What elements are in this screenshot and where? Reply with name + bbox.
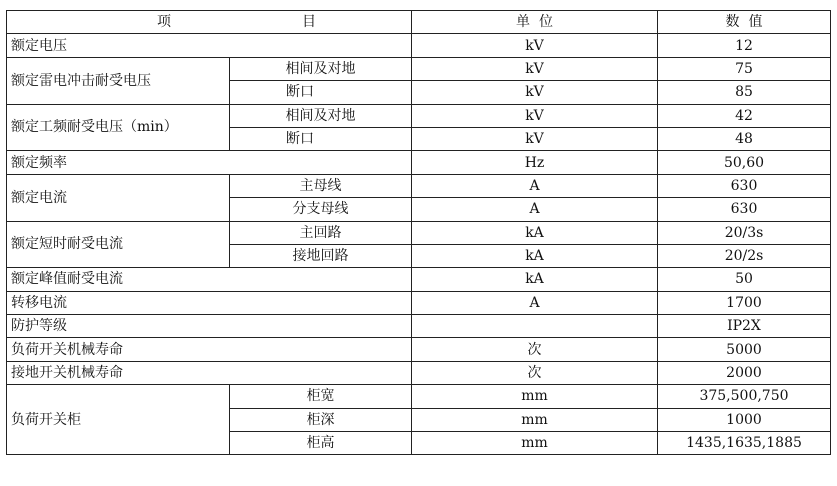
row-value: 42: [658, 104, 831, 127]
row-sub: 相间及对地: [230, 104, 412, 127]
row-sub: 断口: [230, 127, 412, 150]
row-unit: 次: [412, 338, 658, 361]
row-unit: kV: [412, 34, 658, 57]
row-label: 负荷开关柜: [7, 385, 230, 455]
row-value: IP2X: [658, 315, 831, 338]
row-label: 额定短时耐受电流: [7, 221, 230, 268]
row-value: 375,500,750: [658, 385, 831, 408]
table-row: [7, 385, 831, 408]
table-row: [7, 104, 831, 127]
row-sub: 柜宽: [230, 385, 412, 408]
row-value: 85: [658, 81, 831, 104]
row-unit: [412, 315, 658, 338]
table-row: [7, 221, 831, 244]
row-unit: kA: [412, 268, 658, 291]
table-row: [7, 315, 831, 338]
table-row: [7, 361, 831, 384]
row-label: 额定频率: [7, 151, 412, 174]
header-unit: 单 位: [412, 11, 658, 34]
row-value: 20/3s: [658, 221, 831, 244]
row-value: 5000: [658, 338, 831, 361]
row-unit: kV: [412, 104, 658, 127]
row-label: 额定电压: [7, 34, 412, 57]
row-value: 50: [658, 268, 831, 291]
row-unit: kV: [412, 127, 658, 150]
row-value: 2000: [658, 361, 831, 384]
row-sub: 分支母线: [230, 198, 412, 221]
row-unit: mm: [412, 385, 658, 408]
table-row: [7, 291, 831, 314]
table-row: [7, 34, 831, 57]
row-unit: A: [412, 198, 658, 221]
row-label: 防护等级: [7, 315, 412, 338]
row-value: 1000: [658, 408, 831, 431]
row-value: 50,60: [658, 151, 831, 174]
row-unit: 次: [412, 361, 658, 384]
row-sub: 柜高: [230, 432, 412, 455]
row-value: 20/2s: [658, 244, 831, 267]
spec-table: [6, 10, 831, 455]
table-row: [7, 338, 831, 361]
row-unit: Hz: [412, 151, 658, 174]
header-row: [7, 11, 831, 34]
row-label: 接地开关机械寿命: [7, 361, 412, 384]
header-item: [7, 11, 412, 34]
row-label: 额定工频耐受电压（min）: [7, 104, 230, 151]
row-value: 1700: [658, 291, 831, 314]
header-item-part2: 目: [302, 14, 316, 30]
row-unit: kV: [412, 57, 658, 80]
row-value: 630: [658, 174, 831, 197]
row-unit: kA: [412, 221, 658, 244]
header-value: 数 值: [658, 11, 831, 34]
table-row: [7, 151, 831, 174]
row-sub: 相间及对地: [230, 57, 412, 80]
row-sub: 柜深: [230, 408, 412, 431]
table-row: [7, 57, 831, 80]
row-unit: mm: [412, 432, 658, 455]
row-sub: 主母线: [230, 174, 412, 197]
row-unit: A: [412, 291, 658, 314]
row-label: 额定电流: [7, 174, 230, 221]
row-value: 12: [658, 34, 831, 57]
row-unit: kV: [412, 81, 658, 104]
table-row: [7, 268, 831, 291]
row-sub: 接地回路: [230, 244, 412, 267]
row-sub: 断口: [230, 81, 412, 104]
row-value: 1435,1635,1885: [658, 432, 831, 455]
row-label: 负荷开关机械寿命: [7, 338, 412, 361]
table-row: [7, 174, 831, 197]
row-value: 630: [658, 198, 831, 221]
row-label: 额定峰值耐受电流: [7, 268, 412, 291]
row-value: 75: [658, 57, 831, 80]
row-label: 转移电流: [7, 291, 412, 314]
row-label: 额定雷电冲击耐受电压: [7, 57, 230, 104]
row-unit: kA: [412, 244, 658, 267]
row-unit: mm: [412, 408, 658, 431]
row-value: 48: [658, 127, 831, 150]
row-sub: 主回路: [230, 221, 412, 244]
header-item-part1: 项: [157, 14, 171, 30]
row-unit: A: [412, 174, 658, 197]
